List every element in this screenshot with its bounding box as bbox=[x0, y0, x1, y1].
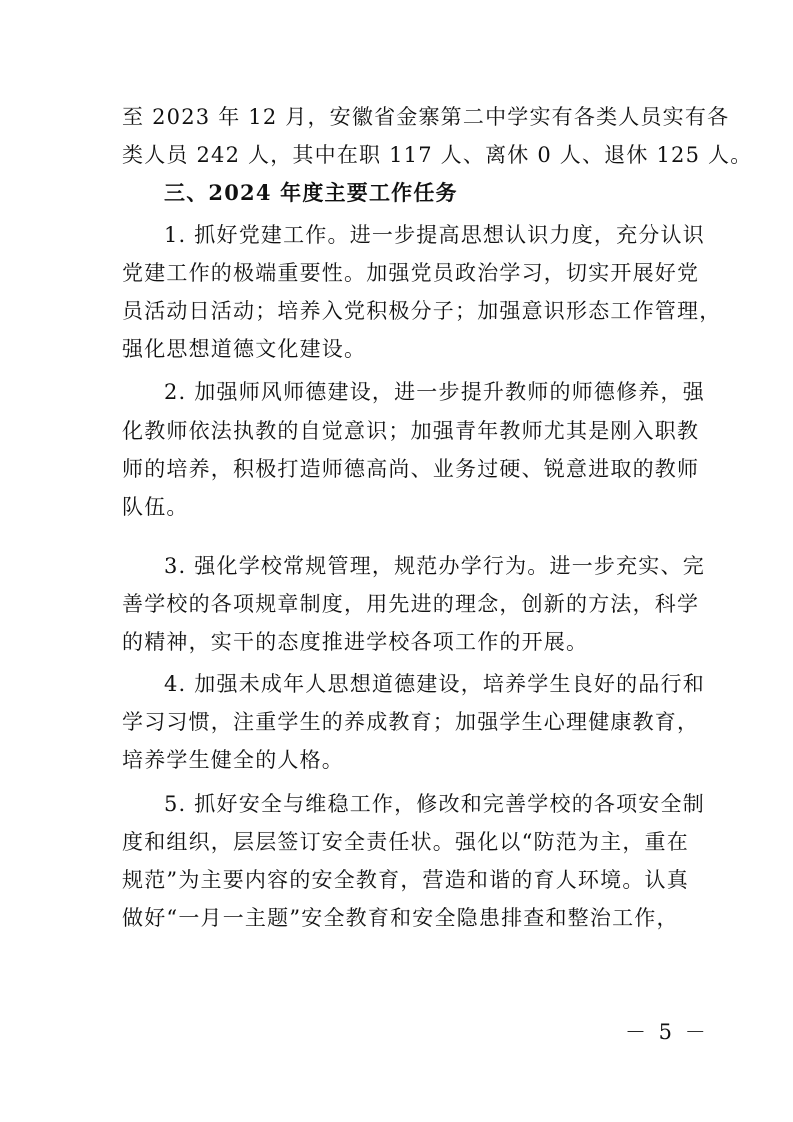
page-number: － 5 － bbox=[625, 1020, 709, 1044]
text-line: 规范”为主要内容的安全教育，营造和谐的育人环境。认真 bbox=[122, 868, 689, 892]
section-heading: 三、2024 年度主要工作任务 bbox=[164, 180, 458, 205]
text-line: 师的培养，积极打造师德高尚、业务过硬、锐意进取的教师 bbox=[122, 457, 700, 481]
text-line: 党建工作的极端重要性。加强党员政治学习，切实开展好党 bbox=[122, 261, 700, 285]
text-line: 2. 加强师风师德建设，进一步提升教师的师德修养，强 bbox=[164, 380, 705, 404]
text-line: 类人员 242 人，其中在职 117 人、离休 0 人、退休 125 人。 bbox=[122, 143, 753, 167]
text-line: 至 2023 年 12 月，安徽省金寨第二中学实有各类人员实有各 bbox=[122, 105, 730, 129]
text-line: 5. 抓好安全与维稳工作，修改和完善学校的各项安全制 bbox=[164, 792, 705, 816]
text-line: 的精神，实干的态度推进学校各项工作的开展。 bbox=[122, 630, 589, 654]
text-line: 度和组织，层层签订安全责任状。强化以“防范为主，重在 bbox=[122, 830, 689, 854]
text-line: 4. 加强未成年人思想道德建设，培养学生良好的品行和 bbox=[164, 672, 705, 696]
text-line: 员活动日活动；培养入党积极分子；加强意识形态工作管理， bbox=[122, 299, 722, 323]
text-line: 做好“一月一主题”安全教育和安全隐患排查和整治工作， bbox=[122, 906, 679, 930]
text-line: 化教师依法执教的自觉意识；加强青年教师尤其是刚入职教 bbox=[122, 419, 700, 443]
text-line: 1. 抓好党建工作。进一步提高思想认识力度，充分认识 bbox=[164, 223, 705, 247]
text-line: 培养学生健全的人格。 bbox=[122, 748, 344, 772]
text-line: 善学校的各项规章制度，用先进的理念，创新的方法，科学 bbox=[122, 592, 700, 616]
text-line: 3. 强化学校常规管理，规范办学行为。进一步充实、完 bbox=[164, 554, 705, 578]
text-line: 学习习惯，注重学生的养成教育；加强学生心理健康教育， bbox=[122, 710, 700, 734]
text-line: 强化思想道德文化建设。 bbox=[122, 337, 367, 361]
text-line: 队伍。 bbox=[122, 495, 189, 519]
